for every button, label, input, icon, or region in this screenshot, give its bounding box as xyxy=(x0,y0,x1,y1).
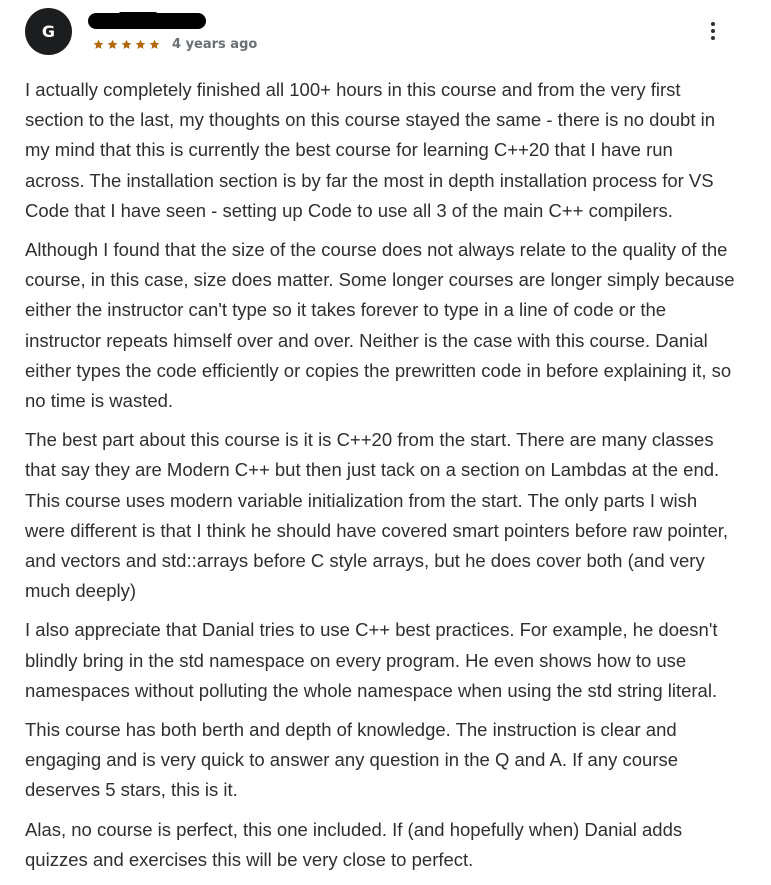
more-vertical-icon xyxy=(711,22,715,26)
review-text xyxy=(25,75,736,884)
star-icon xyxy=(93,39,104,50)
star-icon xyxy=(149,39,160,50)
review-paragraph: I also appreciate that Danial tries to use C++ best practices. For example, he doesn't blindly bring in the std namespace on every program. He even shows how to use namespaces without polluting the whole namespace when using the std string literal. xyxy=(25,619,718,701)
more-vertical-icon xyxy=(711,29,715,33)
review-paragraph: I actually completely finished all 100+ hours in this course and from the very first section to the last, my thoughts on this course stayed the same - there is no doubt in my mind that this is currently the best course for learning C++20 that I have run across. The installation section is by far the most in depth installation process for VS Code that I have seen - setting up Code to use all 3 of the main C++ compilers. xyxy=(25,79,716,221)
avatar xyxy=(25,8,72,55)
reviewer-name-redacted xyxy=(88,13,206,29)
star-icon xyxy=(135,39,146,50)
review-paragraph: This course has both berth and depth of knowledge. The instruction is clear and engaging and is very quick to answer any question in the Q and A. If any course deserves 5 stars, this is it. xyxy=(25,719,679,801)
review-paragraph: Although I found that the size of the course does not always relate to the quality of the course, in this case, size does matter. Some longer courses are longer simply because either the instructor can't type so it takes forever to type in a line of code or the instructor repeats himself over and over. Neither is the case with this course. Danial either types the code efficiently or copies the prewritten code in before explaining it, so no time is wasted. xyxy=(25,239,735,412)
avatar-initial: G xyxy=(41,22,56,41)
review-date: 4 years ago xyxy=(172,36,258,52)
star-rating xyxy=(93,39,160,50)
more-options-button[interactable] xyxy=(701,19,725,43)
review-paragraph: The best part about this course is it is C++20 from the start. There are many classes that say they are Modern C++ but then just tack on a section on Lambdas at the end. This course uses modern variable initialization from the start. The only parts I wish were different is that I think he should have covered smart pointers before raw pointer, and vectors and std::arrays before C style arrays, but he does cover both (and very much deeply) xyxy=(25,429,729,602)
star-icon xyxy=(121,39,132,50)
star-icon xyxy=(107,39,118,50)
review-meta xyxy=(93,36,257,52)
review-paragraph: Alas, no course is perfect, this one included. If (and hopefully when) Danial adds quizzes and exercises this will be very close to perfect. xyxy=(25,818,683,870)
more-vertical-icon xyxy=(711,36,715,40)
